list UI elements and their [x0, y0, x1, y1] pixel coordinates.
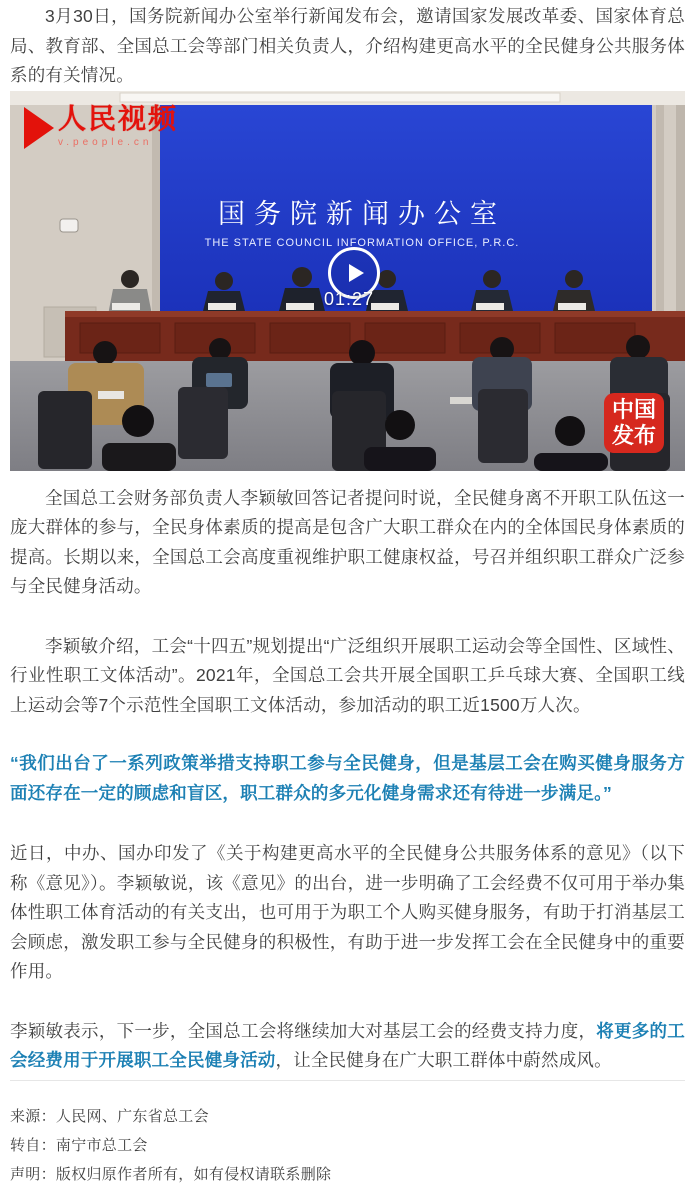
china-release-badge — [604, 393, 664, 453]
video-player[interactable] — [10, 91, 685, 471]
source-line: 来源：人民网、广东省总工会 — [10, 1107, 209, 1125]
peoples-video-logo — [24, 103, 178, 149]
paragraph-5-highlight: 将更多的工会经费用于开展职工全民健身活动 — [10, 1020, 685, 1070]
logo-play-triangle-icon — [24, 107, 54, 149]
paragraph-2: 全国总工会财务部负责人李颖敏回答记者提问时说，全民健身离不开职工队伍这一庞大群体的参与，全民身体素质的提高是包含广大职工群众在内的全体国民身体素质的提高。长期以来，全国总工会高度重视维护职工健康权益，号召并组织职工群众广泛参与全民健身活动。 — [10, 487, 685, 596]
paragraph-5 — [10, 1017, 685, 1076]
badge-line-1: 中国 — [611, 396, 656, 422]
paragraph-5-start: 李颖敏表示，下一步，全国总工会将继续加大对基层工会的经费支持力度， — [10, 1020, 597, 1041]
paragraph-4: 近日，中办、国办印发了《关于构建更高水平的全民健身公共服务体系的意见》（以下称《意见》）。李颖敏说，该《意见》的出台，进一步明确了工会经费不仅可用于举办集体性职工体育活动的有关支出，也可用于为职工个人购买健身服务，有助于打消基层工会顾虑，激发职工参与全民健身的积极性，有助于进一步发挥工会在全民健身中的重要作用。 — [10, 843, 685, 981]
quote-paragraph: “我们出台了一系列政策举措支持职工参与全民健身，但是基层工会在购买健身服务方面还存在一定的顾虑和盲区，职工群众的多元化健身需求还有待进一步满足。” — [10, 753, 685, 803]
screen-title: 国务院新闻办公室 — [218, 198, 506, 229]
repost-line: 转自：南宁市总工会 — [10, 1136, 148, 1154]
play-icon — [349, 264, 364, 282]
article-footer — [0, 1081, 695, 1189]
logo-domain-text: v.people.cn — [58, 136, 153, 148]
paragraph-intro: 3月30日，国务院新闻办公室举行新闻发布会，邀请国家发展改革委、国家体育总局、教育部、全国总工会等部门相关负责人，介绍构建更高水平的全民健身公共服务体系的有关情况。 — [10, 6, 685, 85]
paragraph-5-end: ，让全民健身在广大职工群体中蔚然成风。 — [275, 1050, 612, 1070]
logo-brand-text: 人民视频 — [58, 102, 179, 134]
video-duration: 01:27 — [323, 288, 375, 309]
screen-subtitle: THE STATE COUNCIL INFORMATION OFFICE, P.R.C. — [204, 236, 520, 249]
paragraph-3: 李颖敏介绍，工会“十四五”规划提出“广泛组织开展职工运动会等全国性、区域性、行业性职工文体活动”。2021年，全国总工会共开展全国职工乒乓球大赛、全国职工线上运动会等7个示范性全国职工文体活动，参加活动的职工近1500万人次。 — [10, 635, 685, 715]
statement-line: 声明：版权归原作者所有，如有侵权请联系删除 — [10, 1165, 332, 1183]
badge-line-2: 发布 — [611, 422, 656, 448]
